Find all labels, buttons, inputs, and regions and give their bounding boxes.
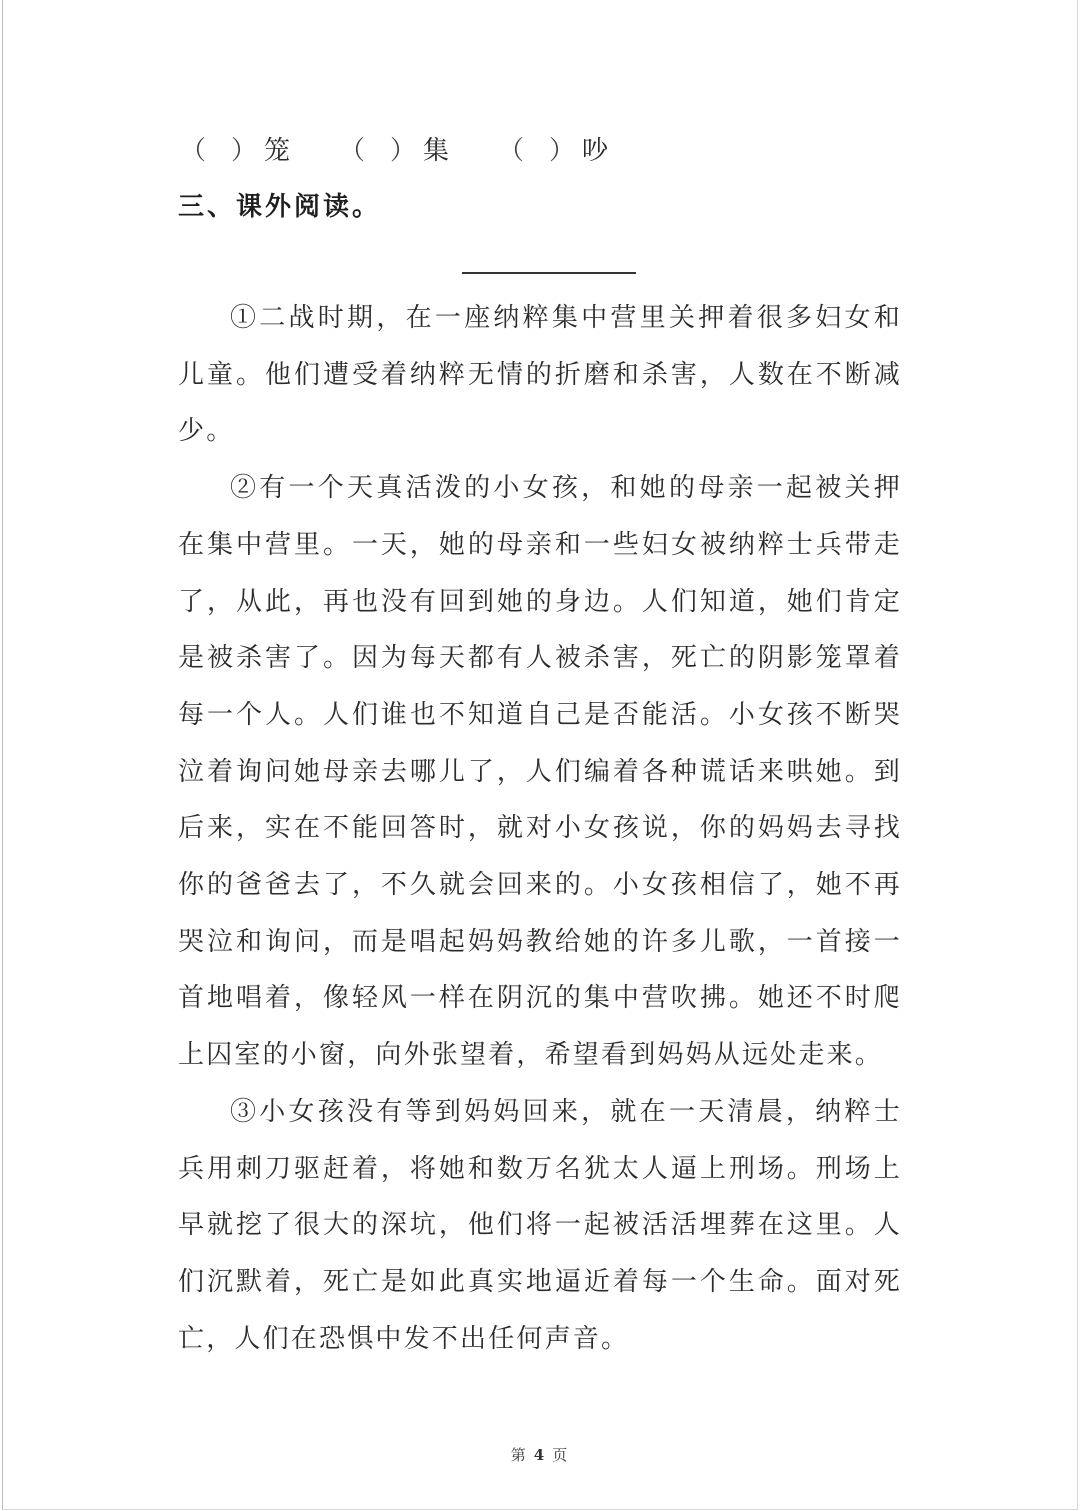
fill-blank-row [180, 128, 657, 168]
blank-character: 集 [423, 135, 451, 166]
page-suffix: 页 [552, 1446, 570, 1464]
fill-blank-item [339, 130, 450, 167]
page-footer [0, 1444, 1080, 1465]
fill-blank-item [180, 130, 291, 167]
open-paren: （ [180, 135, 208, 166]
close-paren: ） [549, 135, 577, 166]
title-blank-line[interactable] [462, 272, 636, 274]
close-paren: ） [390, 135, 418, 166]
blank-parentheses[interactable] [180, 130, 258, 167]
page-prefix: 第 [510, 1446, 528, 1464]
paragraph-1: ①二战时期，在一座纳粹集中营里关押着很多妇女和儿童。他们遭受着纳粹无情的折磨和杀害，人数在不断减少。 [178, 303, 902, 447]
section-title: 三、课外阅读。 [178, 192, 382, 222]
blank-parentheses[interactable] [498, 130, 576, 167]
open-paren: （ [498, 135, 526, 166]
close-paren: ） [230, 135, 258, 166]
page-number: 4 [533, 1446, 547, 1464]
paragraph-3: ③小女孩没有等到妈妈回来，就在一天清晨，纳粹士兵用刺刀驱赶着，将她和数万名犹太人逼上刑场。刑场上早就挖了很大的深坑，他们将一起被活活埋葬在这里。人们沉默着，死亡是如此真实地逼近着每一个生命。面对死亡，人们在恐惧中发不出任何声音。 [178, 1096, 902, 1354]
reading-passage [178, 290, 902, 1367]
blank-character: 吵 [582, 135, 610, 166]
blank-parentheses[interactable] [339, 130, 417, 167]
fill-blank-item [498, 130, 609, 167]
open-paren: （ [339, 135, 367, 166]
blank-character: 笼 [264, 135, 292, 166]
paragraph-2: ②有一个天真活泼的小女孩，和她的母亲一起被关押在集中营里。一天，她的母亲和一些妇女被纳粹士兵带走了，从此，再也没有回到她的身边。人们知道，她们肯定是被杀害了。因为每天都有人被杀害，死亡的阴影笼罩着每一个人。人们谁也不知道自己是否能活。小女孩不断哭泣着询问她母亲去哪儿了，人们编着各种谎话来哄她。到后来，实在不能回答时，就对小女孩说，你的妈妈去寻找你的爸爸去了，不久就会回来的。小女孩相信了，她不再哭泣和询问，而是唱起妈妈教给她的许多儿歌，一首接一首地唱着，像轻风一样在阴沉的集中营吹拂。她还不时爬上囚室的小窗，向外张望着，希望看到妈妈从远处走来。 [178, 473, 902, 1071]
